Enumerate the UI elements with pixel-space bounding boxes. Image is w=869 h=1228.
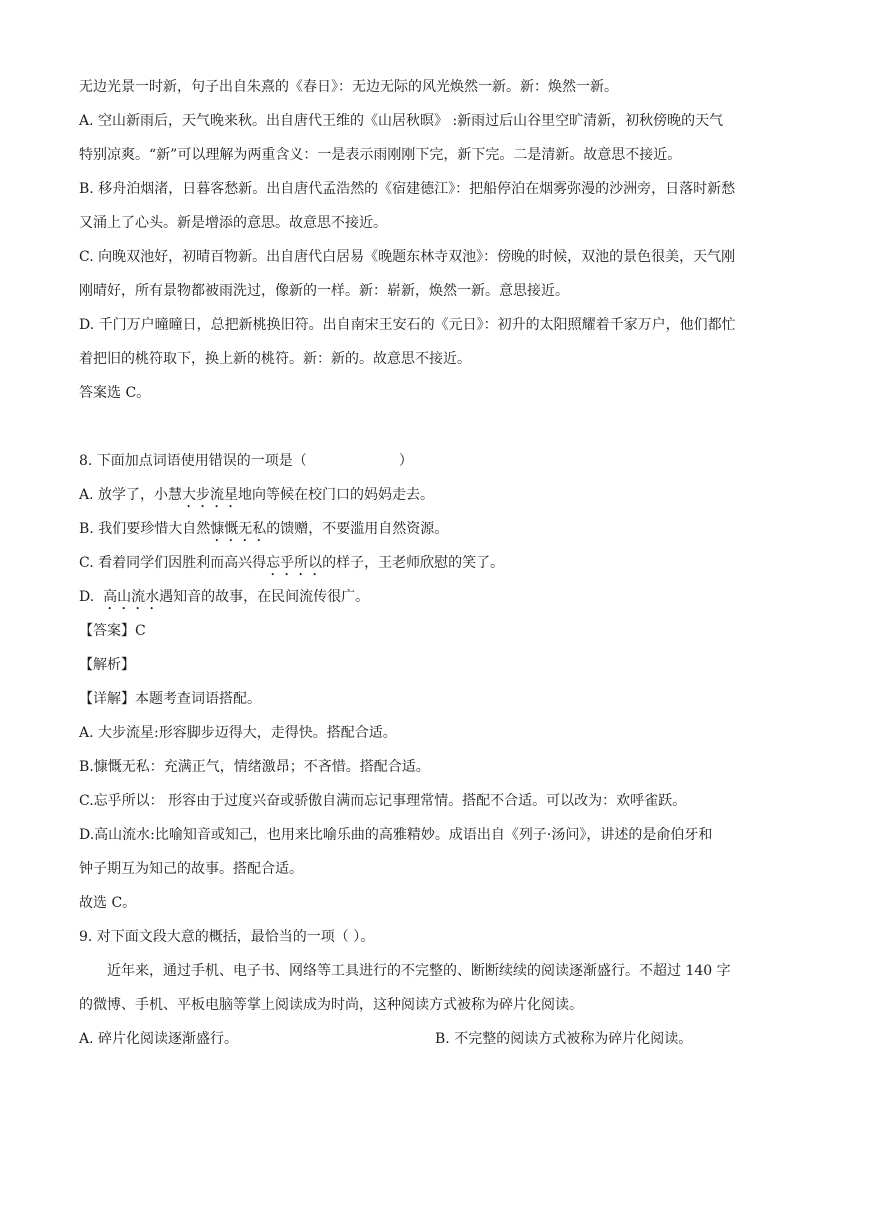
q8-stem-close: ） [398, 453, 413, 469]
q8-option-a-prefix: A. 放学了，小慧 [79, 487, 183, 503]
q8-option-d-suffix: 遇知音的故事，在民间流传很广。 [159, 589, 370, 605]
q8-option-c-suffix: 的样子，王老师欣慰的笑了。 [322, 555, 505, 571]
q7-answer: 答案选 C。 [79, 385, 151, 401]
q8-option-d [79, 580, 795, 614]
section-gap [79, 410, 795, 444]
q8-explain-b: B.慷慨无私：充满正气，情绪激昂；不吝惜。搭配合适。 [79, 759, 430, 775]
q7-explanation-intro: 无边光景一时新，句子出自朱熹的《春日》：无边无际的风光焕然一新。新：焕然一新。 [79, 79, 618, 95]
document-page [79, 70, 795, 1056]
q8-analysis-heading: 【解析】 [79, 657, 135, 673]
q7-option-b-line-2: 又涌上了心头。新是增添的意思。故意思不接近。 [79, 215, 387, 231]
q8-detail: 【详解】本题考查词语搭配。 [79, 691, 261, 707]
q8-option-a [79, 478, 795, 512]
q7-option-a-line-1: A. 空山新雨后，天气晚来秋。出自唐代王维的《山居秋暝》 :新雨过后山谷里空旷清新，初秋傍晚的天气 [79, 113, 724, 129]
q8-final-answer: 故选 C。 [79, 895, 137, 911]
q8-explain-a: A. 大步流星:形容脚步迈得大，走得快。搭配合适。 [79, 725, 397, 741]
q7-option-b-line-1: B. 移舟泊烟渚，日暮客愁新。出自唐代孟浩然的《宿建德江》：把船停泊在烟雾弥漫的沙洲旁，日落时新愁 [79, 181, 736, 197]
q8-option-a-suffix: 地向等候在校门口的妈妈走去。 [238, 487, 435, 503]
q7-option-c-line-2: 刚晴好，所有景物都被雨洗过，像新的一样。新：崭新，焕然一新。意思接近。 [79, 283, 569, 299]
q8-stem [79, 444, 795, 478]
q9-options-row [79, 1022, 795, 1056]
q7-option-a-line-2: 特别凉爽。“新”可以理解为两重含义：一是表示雨刚刚下完，新下完。二是清新。故意思不接近。 [79, 147, 682, 163]
q8-answer: 【答案】C [79, 623, 146, 639]
q8-option-a-dotted-word: 大步流星 [182, 487, 239, 503]
q8-explain-c: C.忘乎所以： 形容由于过度兴奋或骄傲自满而忘记事理常情。搭配不合适。可以改为：欢呼雀跃。 [79, 793, 687, 809]
q9-stem: 9. 对下面文段大意的概括，最恰当的一项（ ）。 [79, 929, 375, 945]
q8-stem-text: 8. 下面加点词语使用错误的一项是（ [79, 453, 307, 469]
q8-option-c-prefix: C. 看着同学们因胜利而高兴得 [79, 555, 267, 571]
q8-explain-d-line-2: 钟子期互为知己的故事。搭配合适。 [79, 861, 303, 877]
q7-option-d-line-2: 着把旧的桃符取下，换上新的桃符。新：新的。故意思不接近。 [79, 351, 471, 367]
q9-option-b: B. 不完整的阅读方式被称为碎片化阅读。 [435, 1031, 693, 1047]
q8-option-c-dotted-word: 忘乎所以 [266, 555, 323, 571]
q8-option-d-prefix: D. [79, 589, 104, 605]
q9-passage-line-2: 的微博、手机、平板电脑等掌上阅读成为时尚，这种阅读方式被称为碎片化阅读。 [79, 997, 583, 1013]
q9-option-a: A. 碎片化阅读逐渐盛行。 [79, 1031, 239, 1047]
q8-option-d-dotted-word: 高山流水 [103, 589, 160, 605]
q7-option-c-line-1: C. 向晚双池好，初晴百物新。出自唐代白居易《晚题东林寺双池》：傍晚的时候，双池的景色很美，天气刚 [79, 249, 736, 265]
q8-option-b-dotted-word: 慷慨无私 [210, 521, 267, 537]
q8-option-b-prefix: B. 我们要珍惜大自然 [79, 521, 211, 537]
q8-option-b [79, 512, 795, 546]
q9-passage-line-1: 近年来，通过手机、电子书、网络等工具进行的不完整的、断断续续的阅读逐渐盛行。不超过 140 字 [107, 963, 731, 979]
q7-option-d-line-1: D. 千门万户曈曈日，总把新桃换旧符。出自南宋王安石的《元日》：初升的太阳照耀着千家万户，他们都忙 [79, 317, 736, 333]
q8-explain-d-line-1: D.高山流水:比喻知音或知己，也用来比喻乐曲的高雅精妙。成语出自《列子·汤问》，讲述的是俞伯牙和 [79, 827, 713, 843]
q8-option-b-suffix: 的馈赠，不要滥用自然资源。 [266, 521, 449, 537]
q8-option-c [79, 546, 795, 580]
